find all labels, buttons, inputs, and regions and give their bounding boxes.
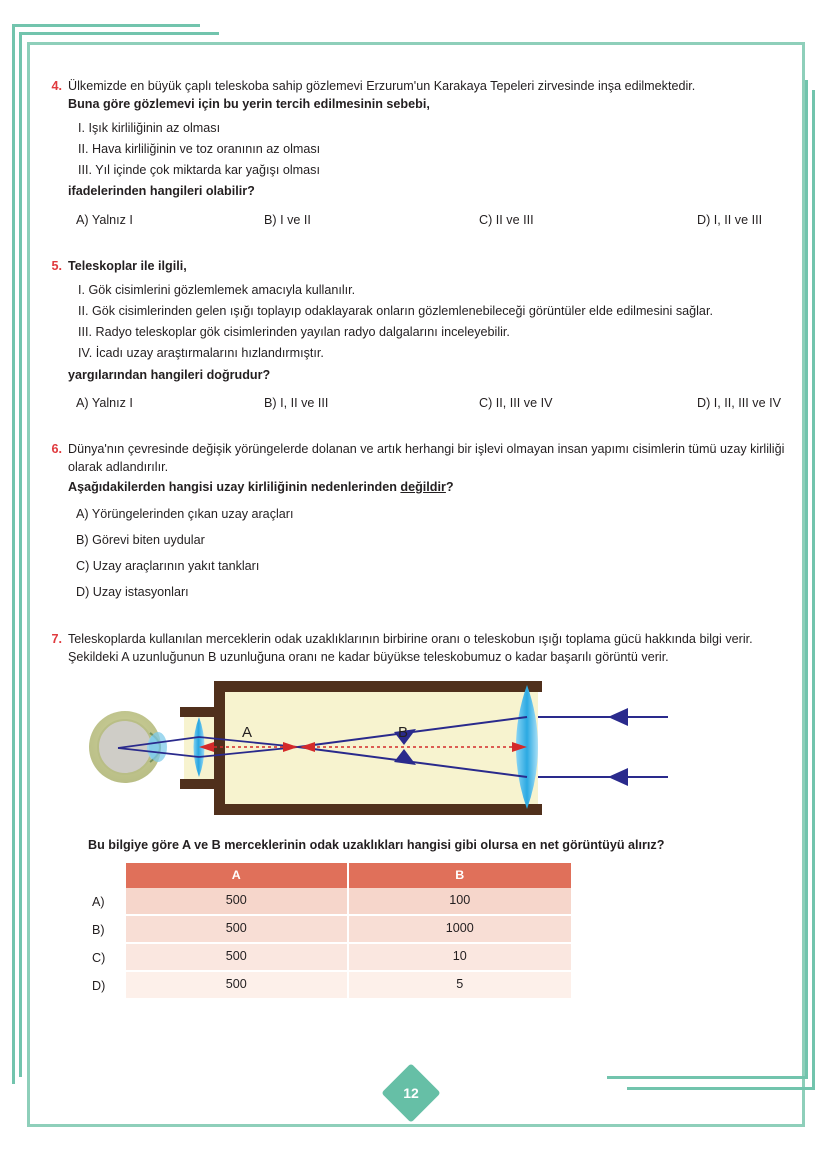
- question-6-option-a[interactable]: A) Yörüngelerinden çıkan uzay araçları: [76, 506, 294, 521]
- decor-line-top-left-outer-horizontal: [12, 24, 200, 27]
- question-5-option-b[interactable]: B) I, II ve III: [264, 396, 329, 411]
- question-7-row-labels: [88, 888, 124, 1000]
- questions-container: [40, 78, 792, 1000]
- table-cell-a-row-c: 500: [126, 944, 349, 972]
- question-7-table-prompt: Bu bilgiye göre A ve B merceklerinin odak uzaklıkları hangisi gibi olursa en net görüntüyü alırız?: [88, 838, 665, 853]
- question-6-prompt-suffix: ?: [445, 480, 454, 494]
- table-row[interactable]: [126, 916, 571, 944]
- table-row[interactable]: [126, 944, 571, 972]
- question-5-option-c[interactable]: C) II, III ve IV: [479, 396, 553, 411]
- question-7-row-label-b: B): [92, 923, 105, 937]
- question-4-statements: [68, 120, 792, 180]
- question-7-row-label-c: C): [92, 951, 106, 965]
- question-7: [40, 631, 792, 1000]
- question-5-statements: [68, 282, 792, 363]
- question-7-row-label-d: D): [92, 979, 106, 993]
- question-6-option-c[interactable]: C) Uzay araçlarının yakıt tankları: [76, 558, 260, 573]
- page-number: 12: [403, 1085, 419, 1101]
- question-4-option-a[interactable]: A) Yalnız I: [76, 213, 133, 228]
- question-4-option-c[interactable]: C) II ve III: [479, 213, 534, 228]
- question-5-statement-4: IV. İcadı uzay araştırmalarını hızlandırmıştır.: [78, 345, 324, 360]
- decor-line-top-left-outer-vertical: [12, 24, 15, 1084]
- table-cell-a-row-d: 500: [126, 972, 349, 1000]
- figure-label-a: A: [242, 724, 253, 742]
- question-5-option-a[interactable]: A) Yalnız I: [76, 396, 133, 411]
- question-5-stem-bold: Teleskoplar ile ilgili,: [68, 259, 187, 274]
- question-6-option-b[interactable]: B) Görevi biten uydular: [76, 532, 205, 547]
- question-7-number: 7.: [51, 632, 62, 647]
- question-4-stem-bold: Buna göre gözlemevi için bu yerin tercih edilmesinin sebebi,: [68, 96, 430, 111]
- question-4-statement-3: III. Yıl içinde çok miktarda kar yağışı olması: [78, 162, 320, 177]
- question-6-options: [68, 506, 792, 602]
- table-header-a: A: [126, 863, 349, 888]
- question-5-number: 5.: [51, 259, 62, 274]
- table-cell-b-row-c: 10: [349, 944, 572, 972]
- question-5-statement-3: III. Radyo teleskoplar gök cisimlerinden yayılan radyo dalgalarını inceleyebilir.: [78, 324, 510, 339]
- decor-line-bottom-right-outer-vertical: [812, 90, 815, 1090]
- telescope-ray-diagram: [68, 675, 820, 823]
- question-4-prompt: ifadelerinden hangileri olabilir?: [68, 184, 255, 199]
- table-header-row: [126, 863, 571, 888]
- question-7-stem: Teleskoplarda kullanılan merceklerin odak uzaklıklarının birbirine oranı o teleskobun ışığı toplama gücü hakkında bilgi verir. Şekildeki A uzunluğunun B uzunluğuna oranı ne kadar büyükse teleskobumuz o kadar başarılı görüntü verir.: [68, 632, 753, 665]
- table-cell-a-row-a: 500: [126, 888, 349, 916]
- decor-line-top-left-inner-vertical: [19, 32, 22, 1077]
- question-5-options: [68, 395, 792, 413]
- figure-label-b: B: [398, 724, 409, 742]
- question-5-option-d[interactable]: D) I, II, III ve IV: [697, 396, 781, 411]
- table-cell-b-row-b: 1000: [349, 916, 572, 944]
- table-cell-a-row-b: 500: [126, 916, 349, 944]
- table-header-b: B: [349, 863, 572, 888]
- table-cell-b-row-a: 100: [349, 888, 572, 916]
- table-row[interactable]: [126, 888, 571, 916]
- table-cell-b-row-d: 5: [349, 972, 572, 1000]
- question-7-answer-table: [126, 863, 571, 1000]
- question-4-number: 4.: [51, 79, 62, 93]
- question-6-stem: Dünya'nın çevresinde değişik yörüngelerde dolanan ve artık herhangi bir işlevi olmayan insan yapımı cisimlerin tümü uzay kirliliği olarak adlandırılır.: [68, 442, 785, 475]
- question-5-statement-1: I. Gök cisimlerini gözlemlemek amacıyla kullanılır.: [78, 283, 356, 297]
- question-4: [40, 78, 792, 230]
- question-4-option-d[interactable]: D) I, II ve III: [697, 213, 763, 228]
- question-6-number: 6.: [51, 442, 62, 457]
- question-6-option-d[interactable]: D) Uzay istasyonları: [76, 584, 189, 599]
- decor-line-bottom-right-outer-horizontal: [627, 1087, 815, 1090]
- question-6-prompt-negation: değildir: [400, 480, 446, 494]
- question-5-statement-2: II. Gök cisimlerinden gelen ışığı toplayıp odaklayarak onların gözlemlenebileceği görüntüler elde edilmesini sağlar.: [78, 303, 713, 318]
- decor-line-bottom-right-inner-horizontal: [607, 1076, 808, 1079]
- question-4-statement-2: II. Hava kirliliğinin ve toz oranının az olması: [78, 141, 321, 156]
- question-4-options: [68, 212, 792, 230]
- decor-line-top-left-inner-horizontal: [19, 32, 219, 35]
- question-6-prompt: [68, 479, 792, 497]
- question-6: [40, 441, 792, 601]
- page-number-badge: [381, 1063, 440, 1122]
- question-5-prompt: yargılarından hangileri doğrudur?: [68, 367, 271, 382]
- question-4-statement-1: I. Işık kirliliğinin az olması: [78, 120, 221, 135]
- table-row[interactable]: [126, 972, 571, 1000]
- question-6-prompt-prefix: Aşağıdakilerden hangisi uzay kirliliğinin nedenlerinden: [68, 480, 401, 494]
- question-4-option-b[interactable]: B) I ve II: [264, 213, 311, 228]
- question-5: [40, 258, 792, 413]
- question-7-answer-table-wrapper: [88, 863, 553, 1000]
- question-7-row-label-a: A): [92, 895, 105, 909]
- question-4-stem: Ülkemizde en büyük çaplı teleskoba sahip gözlemevi Erzurum'un Karakaya Tepeleri zirvesinde inşa edilmektedir.: [68, 79, 696, 93]
